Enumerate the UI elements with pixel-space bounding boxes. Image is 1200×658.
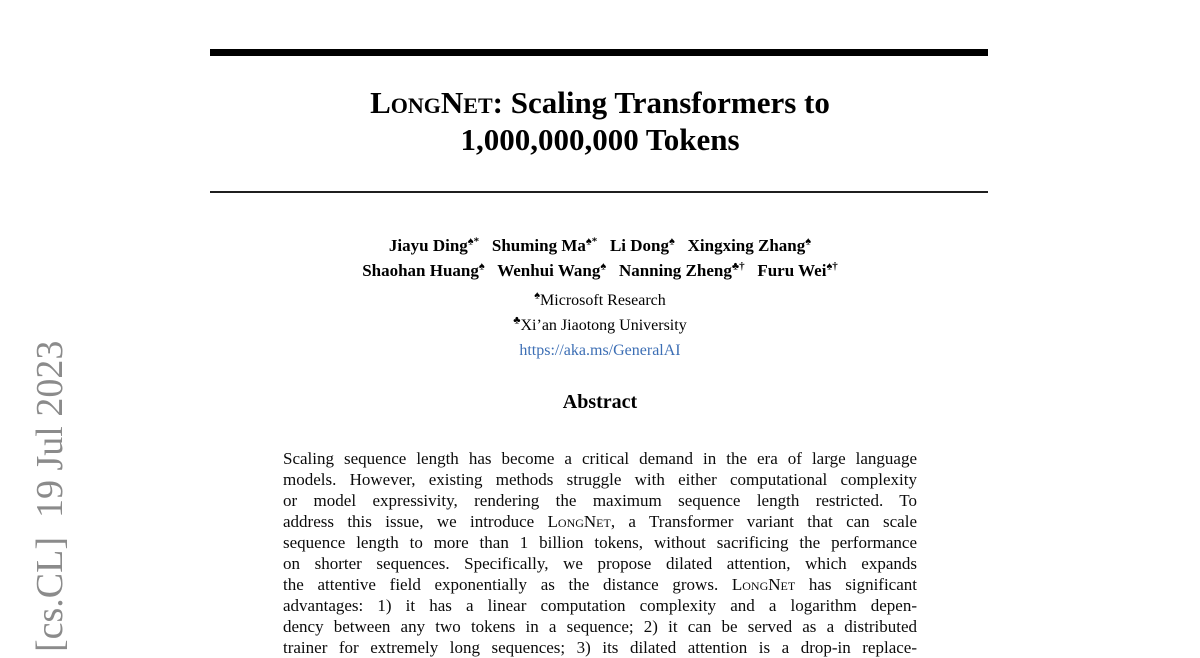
- abstract-line: [283, 595, 917, 616]
- text-segment: [745, 261, 758, 280]
- superscript-mark: ♠*: [467, 235, 480, 248]
- text-segment: Jiayu Ding: [388, 236, 468, 255]
- abstract-line: [283, 511, 917, 532]
- paper-title: [0, 84, 1200, 158]
- text-segment: Shuming Ma: [491, 236, 586, 255]
- abstract-line: [283, 469, 917, 490]
- text-segment: Microsoft Research: [540, 292, 666, 309]
- text-segment: [606, 261, 619, 280]
- superscript-mark: ♠: [534, 289, 541, 302]
- text-segment: [597, 236, 610, 255]
- title-line-2: [0, 121, 1200, 158]
- abstract-line: [283, 553, 917, 574]
- superscript-mark: ♠†: [826, 260, 838, 273]
- text-segment: LongNet: [731, 575, 796, 594]
- text-segment: address this issue, we introduce: [283, 512, 548, 531]
- text-segment: [675, 236, 688, 255]
- title-line-1: [0, 84, 1200, 121]
- text-segment: on shorter sequences. Specifically, we propose dilated attention, which expands: [283, 554, 917, 573]
- abstract-line: [283, 574, 917, 595]
- abstract-line: [283, 490, 917, 511]
- superscript-mark: ♠: [478, 260, 485, 273]
- text-segment: models. However, existing methods struggle with either computational complexity: [283, 470, 917, 489]
- text-segment: Li Dong: [609, 236, 670, 255]
- affiliation-microsoft-research: [0, 288, 1200, 313]
- general-ai-link[interactable]: https://aka.ms/GeneralAI: [519, 342, 681, 359]
- abstract-body: [283, 448, 917, 658]
- superscript-mark: ♠*: [585, 235, 598, 248]
- text-segment: Furu Wei: [757, 261, 827, 280]
- superscript-mark: ♠: [805, 235, 812, 248]
- superscript-mark: ♠: [669, 235, 675, 248]
- abstract-line: [283, 448, 917, 469]
- text-segment: Scaling sequence length has become a critical demand in the era of large language: [283, 449, 917, 468]
- authors-line-2: [0, 258, 1200, 283]
- abstract-line: [283, 532, 917, 553]
- title-separator-rule: [210, 191, 988, 193]
- text-segment: advantages: 1) it has a linear computation complexity and a logarithm depen-: [283, 596, 917, 615]
- text-segment: Xi’an Jiaotong University: [520, 317, 687, 334]
- text-segment: [485, 261, 497, 280]
- superscript-mark: ♣†: [731, 260, 745, 273]
- text-segment: dency between any two tokens in a sequence; 2) it can be served as a distributed: [283, 617, 917, 636]
- text-segment: 1,000,000,000 Tokens: [460, 122, 740, 157]
- text-segment: Wenhui Wang: [497, 261, 601, 280]
- text-segment: sequence length to more than 1 billion tokens, without sacrificing the performance: [283, 533, 917, 552]
- text-segment: [479, 236, 492, 255]
- text-segment: Nanning Zheng: [618, 261, 732, 280]
- text-segment: trainer for extremely long sequences; 3) its dilated attention is a drop-in replace-: [283, 638, 917, 657]
- text-segment: LongNet: [370, 85, 493, 120]
- link-line: [0, 338, 1200, 363]
- authors-line-1: [0, 233, 1200, 258]
- superscript-mark: ♠: [600, 260, 607, 273]
- arxiv-watermark: [cs.CL] 19 Jul 2023: [29, 340, 71, 652]
- text-segment: or model expressivity, rendering the maximum sequence length restricted. To: [283, 491, 917, 510]
- text-segment: LongNet: [547, 512, 611, 531]
- abstract-heading: Abstract: [562, 391, 638, 413]
- text-segment: Xingxing Zhang: [687, 236, 806, 255]
- text-segment: has significant: [795, 575, 917, 594]
- text-segment: : Scaling Transformers to: [492, 85, 830, 120]
- abstract-line: [283, 616, 917, 637]
- superscript-mark: ♣: [513, 314, 521, 327]
- affiliation-xian-jiaotong-university: [0, 313, 1200, 338]
- text-segment: Shaohan Huang: [362, 261, 479, 280]
- text-segment: the attentive field exponentially as the distance grows.: [283, 575, 732, 594]
- text-segment: , a Transformer variant that can scale: [610, 512, 917, 531]
- top-rule: [210, 49, 988, 56]
